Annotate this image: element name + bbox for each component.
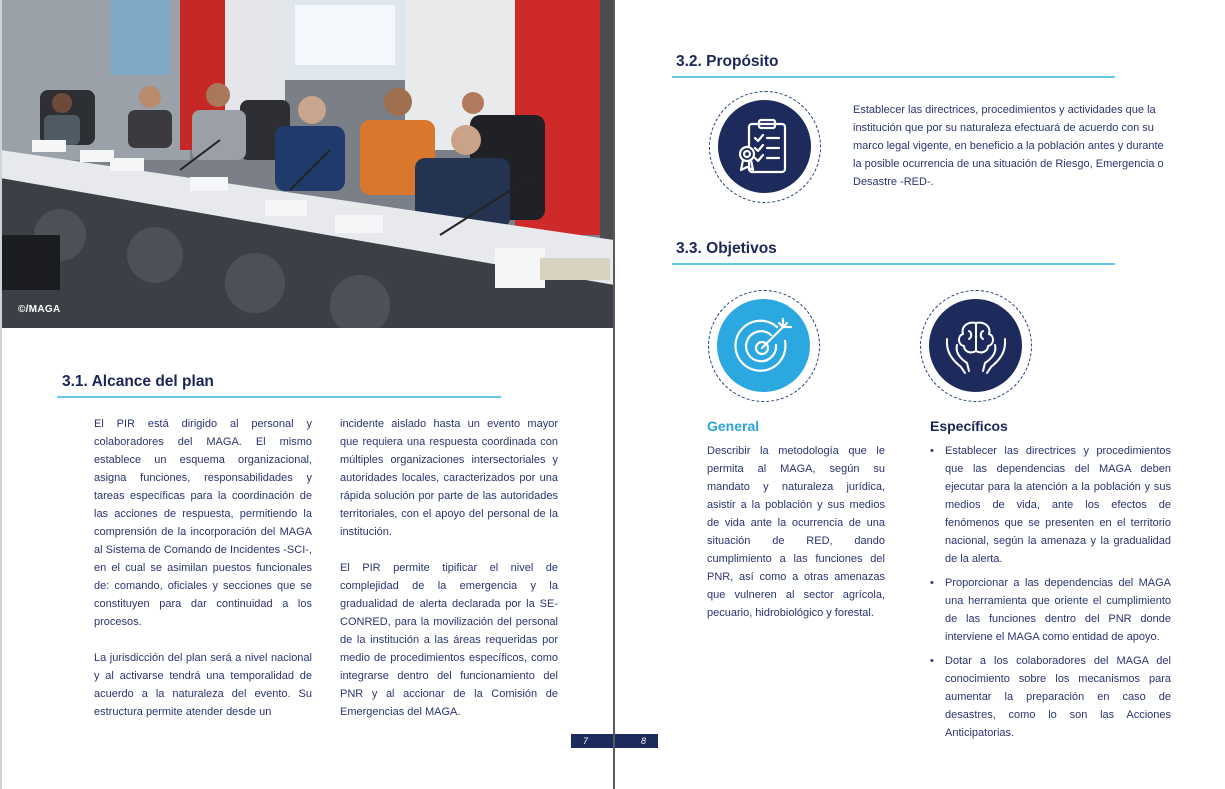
paragraph: El PIR permite tipificar el nivel de complejidad de la emergencia y la gradualidad de alerta declarada por la SE-CONRED, para la movilización del personal de la institución a las áreas requeridas por medio de procedimientos específicos, como integrarse dentro del funcionamiento del PNR y al accionar de la Comisión de Emergencias del MAGA. [340,562,558,718]
proposito-text: Establecer las directrices, procedimientos y actividades que la institución que por su naturaleza efectuará de acuerdo con su marco legal vigente, en beneficio a la población antes y durante la posible ocurrencia de una situación de Riesgo, Emergencia o Desastre -RED-. [853,104,1164,188]
clipboard-checklist-icon [735,116,795,178]
list-item: • Dotar a los colaboradores del MAGA del conocimiento sobre los mecanismos para aumentar la preparación en caso de desastres, como lo son las Acciones Anticipatorias. [930,652,1171,742]
paragraph: incidente aislado hasta un evento mayor que requiera una respuesta coordinada con múltiples organizaciones intersectoriales y autoridades locales, caracterizados por una rápida solución por parte de las autoridades territoriales, con el apoyo del personal de la institución. [340,418,558,538]
page-edge [0,0,2,789]
especificos-heading: Específicos [930,418,1008,434]
section-rule [672,76,1115,78]
especificos-list [930,442,1171,748]
general-text: Describir la metodología que le permita al MAGA, según su mandato y naturaleza jurídica, asistir a la población y sus medios de vida ante la ocurrencia de una situación de RED, dando cumplimiento a las funciones del PNR, así como a otras amenazas que vulneren al sector agrícola, pecuario, hidrobiológico y forestal. [707,445,885,619]
paragraph: El PIR está dirigido al personal y colaboradores del MAGA. El mismo establece un esquema organizacional, asigna funciones, responsabilidades y tareas específicas para la coordinación de las acciones de respuesta, permitiendo la comprensión de la incorporación del MAGA al Sistema de Comando de Incidentes -SCI-, en el cual se asimilan puestos funcionales de: comando, oficiales y secciones que se constituyen para dar continuidad a los procesos. [94,418,312,628]
section-title-alcance: 3.1. Alcance del plan [62,373,214,390]
page-number-left: 7 [571,734,614,748]
target-arrow-icon [733,315,795,377]
section-rule [672,263,1115,265]
alcance-column-1 [94,415,312,721]
photo-credit: ©/MAGA [18,304,61,315]
paragraph: La jurisdicción del plan será a nivel nacional y al activarse tendrá una temporalidad de acuerdo a la naturaleza del evento. Su estructura permite atender desde un [94,652,312,718]
section-title-proposito: 3.2. Propósito [676,53,779,70]
right-page [615,0,1225,789]
list-item: • Proporcionar a las dependencias del MAGA una herramienta que oriente el cumplimiento de las funciones dentro del PNR donde interviene el MAGA como entidad de apoyo. [930,574,1171,646]
hands-brain-icon [943,315,1009,377]
list-item: • Establecer las directrices y procedimientos que las dependencias del MAGA deben ejecutar para la atención a la población y sus medios de vida, ante los efectos de fenómenos que se presenten en el territorio nacional, según la amenaza y la gradualidad de la alerta. [930,442,1171,568]
general-heading: General [707,418,760,434]
proposito-icon-badge [709,91,821,203]
meeting-photo [0,0,614,328]
especificos-icon-badge [920,290,1032,402]
section-rule [57,396,501,398]
page-number-right: 8 [615,734,658,748]
general-icon-badge [708,290,820,402]
section-title-objetivos: 3.3. Objetivos [676,240,777,257]
alcance-column-2 [340,415,558,721]
